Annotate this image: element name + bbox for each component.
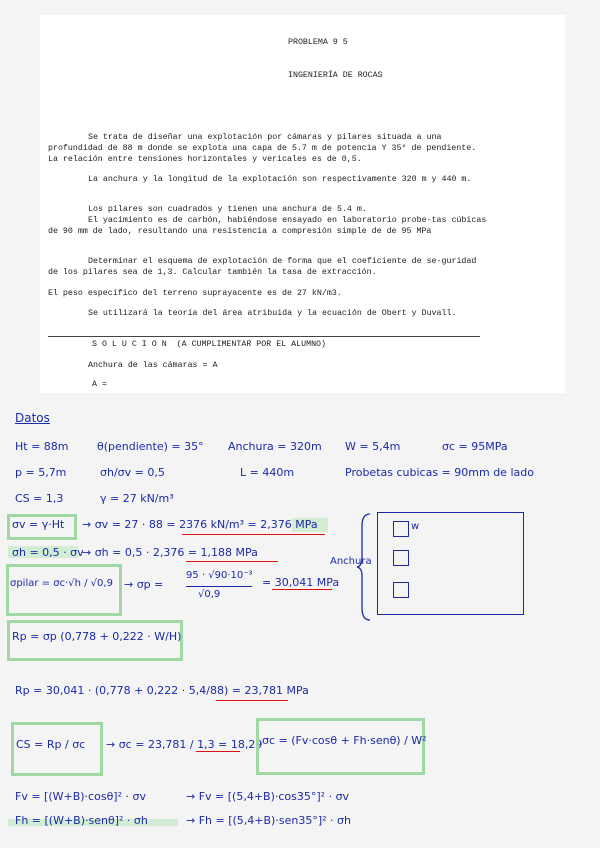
horizontal-force-calc: → Fh = [(5,4+B)·sen35°]² · σh [186,814,351,827]
pillar-stress-formula: σpilar = σc·√h / √0,9 [10,578,113,589]
course-title: INGENIERÍA DE ROCAS [288,71,383,80]
horizontal-stress-formula: σh = 0,5 · σv [12,546,84,559]
pillar-stress-prefix: → σp = [124,578,164,591]
horizontal-stress-calc: → σh = 0,5 · 2,376 = 1,188 MPa [82,546,258,559]
result-underline [186,561,278,562]
slope-note: θ(pendiente) = 35° [97,440,204,453]
pillar-square [393,521,409,537]
statement-paragraph: Se utilizará la teoría del área atribuida y la ecuación de Obert y Duvall. [88,309,457,318]
problem-header [288,15,383,92]
divider [48,336,480,337]
pillar-width-label: w [411,521,420,532]
horizontal-force-formula: Fh = [(W+B)·senθ]² · σh [15,814,148,827]
statement-paragraph: Determinar el esquema de explotación de forma que el coeficiente de se-guridad de los pilares sea de 1,3. Calcular también la tasa de extracción. [48,257,477,277]
width-note: Anchura = 320m [228,440,322,453]
safety-factor-formula: CS = Rp / σc [16,738,86,751]
vertical-stress-calc: → σv = 27 · 88 = 2376 kN/m³ = 2,376 MPa [82,518,318,531]
a-equals-line: A = [92,380,107,389]
safety-factor-note: CS = 1,3 [15,492,64,505]
depth-note: Ht = 88m [15,440,69,453]
pillar-square [393,582,409,598]
stress-ratio-note: σh/σv = 0,5 [100,466,165,479]
pillar-square [393,550,409,566]
thickness-note: p = 5,7m [15,466,67,479]
result-underline [182,534,325,535]
pillar-stress-result: = 30,041 MPa [262,576,340,589]
pillar-stress-numerator: 95 · √90·10⁻³ [186,570,253,581]
statement-paragraph: Se trata de diseñar una explotación por cámaras y pilares situada a una profundidad de 88 m donde se explota una capa de 5.7 m de potencia Y 35° de pendiente. La relación entre tensiones horizontales y vericales es de 0,5. [48,133,477,164]
compressive-strength-note: σc = 95MPa [442,440,508,453]
obert-duvall-formula: Rp = σp (0,778 + 0,222 · W/H) [12,630,182,643]
solution-heading: S O L U C I O N (A CUMPLIMENTAR POR EL ALUMNO) [92,340,327,349]
specimen-note: Probetas cubicas = 90mm de lado [345,466,534,479]
pillar-load-formula: σc = (Fv·cosθ + Fh·senθ) / W² [262,734,427,747]
statement-paragraph: El yacimiento es de carbón, habiéndose ensayado en laboratorio probe-tas cúbicas de 90 mm de lado, resultando una resistencia a compresión simple de de 95 MPa [48,216,487,236]
length-note: L = 440m [240,466,295,479]
width-brace [356,512,376,622]
data-heading: Datos [15,411,50,425]
statement-paragraph: La anchura y la longitud de la explotación son respectivamente 320 m y 440 m. [88,175,472,184]
statement-paragraph: Los pilares son cuadrados y tienen una anchura de 5.4 m. [88,205,367,214]
pillar-width-note: W = 5,4m [345,440,401,453]
width-brace-label: Anchura [330,556,372,567]
layout-sketch [377,512,524,615]
vertical-stress-formula: σv = γ·Ht [12,518,65,531]
vertical-force-formula: Fv = [(W+B)·cosθ]² · σv [15,790,146,803]
result-underline [272,589,332,590]
result-underline [196,751,240,752]
unit-weight-note: γ = 27 kN/m³ [100,492,174,505]
pillar-stress-denominator: √0,9 [198,589,221,600]
allowable-stress-calc: → σc = 23,781 / 1,3 = 18,29 [106,738,263,751]
vertical-force-calc: → Fv = [(5,4+B)·cos35°]² · σv [186,790,350,803]
statement-paragraph: El peso específico del terreno suprayacente es de 27 kN/m3. [48,289,342,298]
problem-number: PROBLEMA 9 5 [288,38,348,47]
chamber-width-line: Anchura de las cámaras = A [88,361,218,370]
highlight-box [6,564,122,616]
result-underline [216,700,288,701]
fraction-bar [186,586,252,587]
pillar-strength-calc: Rp = 30,041 · (0,778 + 0,222 · 5,4/88) = 23,781 MPa [15,684,309,697]
